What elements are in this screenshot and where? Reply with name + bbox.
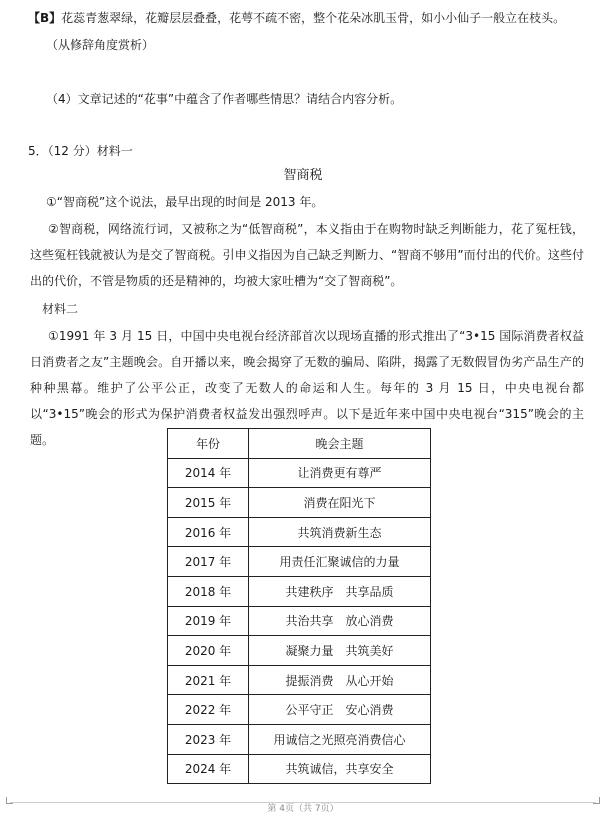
table-row <box>168 665 431 695</box>
material2-paragraph-1: ①1991 年 3 月 15 日，中国中央电视台经济部首次以现场直播的形式推出了“3•15 国际消费者权益日消费者之友”主题晚会。自开播以来，晚会揭穿了无数的骗局、陷阱，揭露了无数假冒伪劣产品生产的种种黑幕。维护了公平公正，改变了无数人的命运和人生。每年的 3 月 15 日，中央电视台都以“3•15”晚会的形式为保护消费者权益发出强烈呼声。以下是近年来中国中央电视台“315”晚会的主题。 <box>30 329 584 447</box>
table-cell-year: 2022 年 <box>168 695 249 725</box>
table-header-row <box>168 429 431 459</box>
question-4: （4）文章记述的“花事”中蕴含了作者哪些情思？请结合内容分析。 <box>46 92 403 106</box>
table-cell-year: 2016 年 <box>168 517 249 547</box>
table-cell-theme: 共筑诚信，共享安全 <box>249 754 431 784</box>
section-b-line <box>28 10 565 26</box>
table-row <box>168 724 431 754</box>
table-row <box>168 636 431 666</box>
table-row <box>168 754 431 784</box>
table-cell-theme: 公平守正 安心消费 <box>249 695 431 725</box>
table-cell-year: 2021 年 <box>168 665 249 695</box>
table-cell-year: 2018 年 <box>168 576 249 606</box>
table-header-year: 年份 <box>168 429 249 459</box>
table-row <box>168 606 431 636</box>
page-footer: 第 4页（共 7页） <box>267 804 339 814</box>
table-row <box>168 517 431 547</box>
table-cell-theme: 用责任汇聚诚信的力量 <box>249 547 431 577</box>
table-row <box>168 576 431 606</box>
table-cell-year: 2017 年 <box>168 547 249 577</box>
material-title: 智商税 <box>283 168 323 183</box>
table-cell-theme: 凝聚力量 共筑美好 <box>249 636 431 666</box>
table-cell-year: 2015 年 <box>168 488 249 518</box>
section-b-tag: 【B】 <box>28 11 62 25</box>
table-cell-theme: 共治共享 放心消费 <box>249 606 431 636</box>
table-cell-year: 2019 年 <box>168 606 249 636</box>
table-cell-theme: 让消费更有尊严 <box>249 458 431 488</box>
table-cell-theme: 用诚信之光照亮消费信心 <box>249 724 431 754</box>
question-5-heading: 5．（12 分）材料一 <box>28 144 133 158</box>
table-row <box>168 458 431 488</box>
table-cell-year: 2014 年 <box>168 458 249 488</box>
material1-paragraph-1: ①“智商税”这个说法，最早出现的时间是 2013 年。 <box>46 195 324 209</box>
table-cell-year: 2020 年 <box>168 636 249 666</box>
table-row <box>168 695 431 725</box>
table-cell-year: 2024 年 <box>168 754 249 784</box>
material2-label: 材料二 <box>42 302 79 316</box>
table-cell-theme: 提振消费 从心开始 <box>249 665 431 695</box>
table-cell-theme: 共建秩序 共享品质 <box>249 576 431 606</box>
table-cell-theme: 共筑消费新生态 <box>249 517 431 547</box>
table-cell-theme: 消费在阳光下 <box>249 488 431 518</box>
table-header-theme: 晚会主题 <box>249 429 431 459</box>
table-row <box>168 488 431 518</box>
material1-paragraph-2: ②智商税，网络流行词，又被称之为“低智商税”，本义指由于在购物时缺乏判断能力，花了冤枉钱，这些冤枉钱就被认为是交了智商税。引申义指因为自己缺乏判断力、“智商不够用”而付出的代价。这些付出的代价，不管是物质的还是精神的，均被大家吐槽为“交了智商税”。 <box>30 222 584 288</box>
section-b-text: 花蕊青葱翠绿，花瓣层层叠叠，花萼不疏不密，整个花朵冰肌玉骨，如小小仙子一般立在枝头。 <box>61 11 566 25</box>
table-row <box>168 547 431 577</box>
section-b-angle-note: （从修辞角度赏析） <box>46 38 155 52</box>
gala-themes-table <box>167 428 431 784</box>
table-cell-year: 2023 年 <box>168 724 249 754</box>
